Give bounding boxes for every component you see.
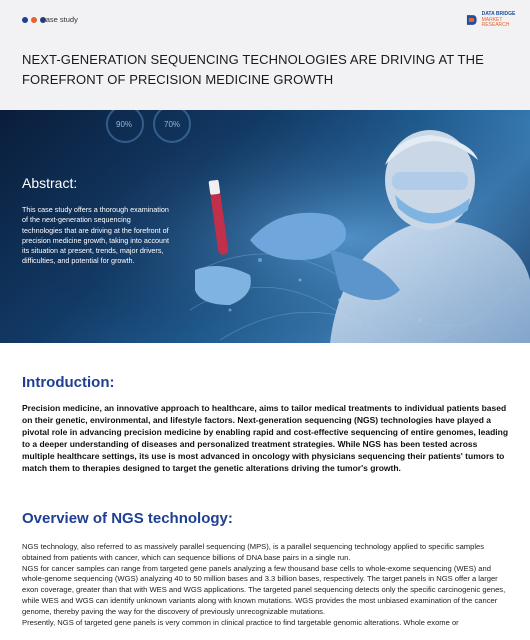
overview-paragraph-1: NGS technology, also referred to as massively parallel sequencing (MPS), is a parallel sequencing technology applied to specific samples obtained from patients with cancer, which can sequence billions of DNA base pairs in a single run. <box>22 542 485 562</box>
overview-paragraph-3: Presently, NGS of targeted gene panels is very common in clinical practice to find targetable genomic alterations. Whole exome or <box>22 617 459 627</box>
company-logo <box>465 12 530 29</box>
hero-banner <box>0 110 530 343</box>
page-title: NEXT-GENERATION SEQUENCING TECHNOLOGIES ARE DRIVING AT THE FOREFRONT OF PRECISION MEDICINE GROWTH <box>22 52 484 87</box>
overview-body <box>22 542 514 628</box>
logo-line-1: DATA BRIDGE <box>481 11 516 17</box>
screen-readout-2: 70% <box>164 120 181 129</box>
dot-2 <box>31 17 37 23</box>
dot-1 <box>22 17 28 23</box>
screen-readout-1: 90% <box>116 120 133 129</box>
logo-icon <box>465 13 479 27</box>
introduction-text: Precision medicine, an innovative approach to healthcare, aims to tailor medical treatments to individual patients based on their genetic, environmental, and lifestyle factors. Next-generation sequencing (NGS) technologies have played a pivotal role in advancing precision medicine by enabling rapid and cost-effective sequencing of entire genomes, leading to a deeper understanding of diseases and personalized treatment strategies. While NGS has been tested across multiple healthcare settings, its use is most advanced in oncology with physicians sequencing their patients' tumors to match them to therapies designed to target the genetic alterations driving the tumor's growth. <box>22 403 509 473</box>
overview-paragraph-2: NGS for cancer samples can range from targeted gene panels analyzing a few thousand base cells to whole-exome sequencing (WES) and whole-genome sequencing (WGS) analyzing 40 to 50 million bases and 3.3 billion bases, respectively. The target panels in NGS offer a larger exon coverage, greater than that with WES and WGS applications. The targeted panel sequencing detects only the specific carcinogenic genes, while WES and WGS can identify unknown variants along with known mutations. WGS provides the most unbiased examination of the cancer genome, thereby paving the way for the discovery of previously unrecognizable mutations. <box>22 563 506 616</box>
logo-line-2: MARKET RESEARCH <box>481 16 510 28</box>
page-header <box>0 0 530 110</box>
document-type-label: case study <box>42 15 78 24</box>
introduction-heading: Introduction: <box>22 374 115 391</box>
overview-heading: Overview of NGS technology: <box>22 510 233 527</box>
logo-text <box>482 12 530 29</box>
abstract-text: This case study offers a thorough examination of the next-generation sequencing technologies that are driving at the forefront of precision medicine growth, taking into account its situation at present, trends, major drivers, difficulties, and potential for growth. <box>22 205 170 266</box>
abstract-heading: Abstract: <box>22 175 78 191</box>
